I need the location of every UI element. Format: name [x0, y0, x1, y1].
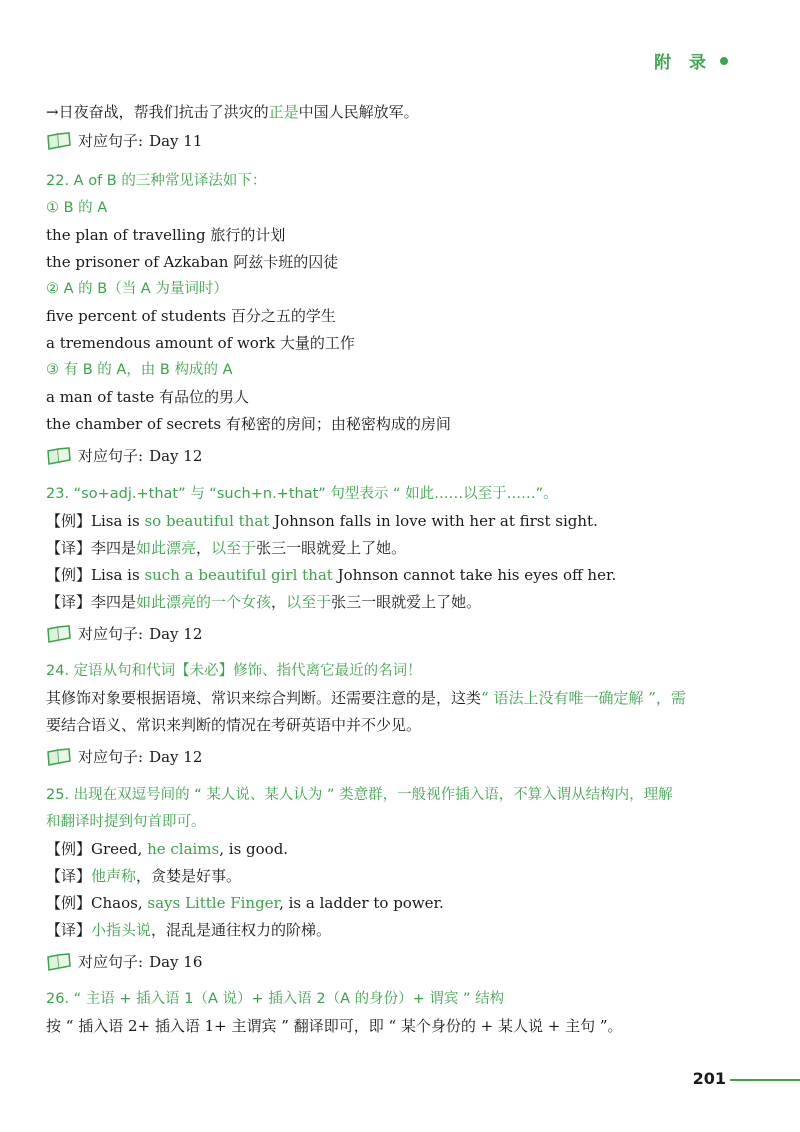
- section-header: [654, 48, 728, 73]
- text-span: Lisa is: [91, 512, 145, 530]
- example-tag: 【例】: [46, 512, 92, 530]
- translation-tag: 【译】: [46, 593, 92, 611]
- text-line: [46, 688, 686, 708]
- example-tag: 【例】: [46, 894, 92, 912]
- reference-line: [46, 131, 202, 151]
- example-line: a man of taste 有品位的男人: [46, 388, 249, 406]
- page-number: 201: [692, 1069, 726, 1088]
- text-span: ，混乱是通往权力的阶梯。: [151, 921, 332, 939]
- reference-label: 对应句子:: [78, 132, 144, 150]
- highlight-span: says Little Finger: [147, 894, 280, 912]
- highlight-span: 正是: [268, 103, 299, 121]
- translation-line: [46, 866, 241, 886]
- text-span: 张三一眼就爱上了她。: [256, 539, 407, 557]
- reference-line: [46, 446, 202, 466]
- text-span: →日夜奋战，帮我们抗击了洪灾的: [46, 103, 269, 121]
- item-heading: 25. 出现在双逗号间的 “ 某人说、某人认为 ” 类意群，一般视作插入语，不算入谓从结构内，理解: [46, 787, 673, 803]
- book-icon: [46, 953, 72, 971]
- reference-day: Day 12: [149, 447, 203, 465]
- text-line: [46, 102, 419, 122]
- translation-tag: 【译】: [46, 921, 92, 939]
- page-number-rule: [730, 1079, 800, 1081]
- highlight-span: 他声称: [91, 867, 137, 885]
- text-span: 李四是: [91, 593, 137, 611]
- text-line: 要结合语义、常识来判断的情况在考研英语中并不少见。: [46, 716, 422, 734]
- item-heading: 24. 定语从句和代词【未必】修饰、指代离它最近的名词！: [46, 663, 422, 679]
- highlight-span: so beautiful that: [144, 512, 270, 530]
- example-line: [46, 893, 444, 913]
- sub-heading: ② A 的 B（当 A 为量词时）: [46, 281, 228, 297]
- example-line: [46, 565, 616, 585]
- text-span: 张三一眼就爱上了她。: [331, 593, 482, 611]
- translation-line: [46, 538, 406, 558]
- item-heading: 26. “ 主语 + 插入语 1（A 说）+ 插入语 2（A 的身份）+ 谓宾 ” 结构: [46, 991, 505, 1007]
- highlight-span: 以至于: [211, 539, 257, 557]
- text-span: Greed,: [91, 840, 148, 858]
- section-title: 附 录: [654, 53, 712, 73]
- sub-heading: ③ 有 B 的 A，由 B 构成的 A: [46, 362, 233, 378]
- text-span: ，: [196, 539, 212, 557]
- translation-line: [46, 592, 481, 612]
- item-heading: 23. “so+adj.+that” 与 “such+n.+that” 句型表示 “ 如此……以至于……”。: [46, 486, 558, 502]
- highlight-span: 小指头说: [91, 921, 152, 939]
- text-span: 其修饰对象要根据语境、常识来综合判断。还需要注意的是，这类: [46, 689, 482, 707]
- text-span: ，贪婪是好事。: [136, 867, 242, 885]
- reference-day: Day 16: [149, 953, 203, 971]
- reference-label: 对应句子:: [78, 953, 144, 971]
- example-line: five percent of students 百分之五的学生: [46, 307, 336, 325]
- translation-tag: 【译】: [46, 539, 92, 557]
- header-dot: [720, 57, 728, 65]
- reference-label: 对应句子:: [78, 748, 144, 766]
- text-span: ，: [271, 593, 287, 611]
- example-line: [46, 839, 288, 859]
- reference-day: Day 12: [149, 625, 203, 643]
- text-span: 中国人民解放军。: [298, 103, 419, 121]
- example-line: [46, 511, 598, 531]
- reference-day: Day 11: [149, 132, 203, 150]
- sub-heading: ① B 的 A: [46, 200, 108, 216]
- highlight-span: 以至于: [286, 593, 332, 611]
- highlight-span: he claims: [147, 840, 220, 858]
- example-tag: 【例】: [46, 840, 92, 858]
- text-line: 按 “ 插入语 2+ 插入语 1+ 主谓宾 ” 翻译即可，即 “ 某个身份的 + 某人说 + 主句 ”。: [46, 1017, 623, 1035]
- translation-line: [46, 920, 331, 940]
- highlight-span: 如此漂亮的一个女孩: [136, 593, 272, 611]
- book-icon: [46, 748, 72, 766]
- translation-tag: 【译】: [46, 867, 92, 885]
- example-tag: 【例】: [46, 566, 92, 584]
- reference-line: [46, 952, 202, 972]
- text-span: , is good.: [219, 840, 289, 858]
- book-icon: [46, 625, 72, 643]
- item-heading: 和翻译时提到句首即可。: [46, 814, 206, 830]
- highlight-span: “ 语法上没有唯一确定解 ”，需: [481, 689, 686, 707]
- text-span: Lisa is: [91, 566, 145, 584]
- book-icon: [46, 447, 72, 465]
- highlight-span: 如此漂亮: [136, 539, 197, 557]
- text-span: Chaos,: [91, 894, 148, 912]
- text-span: Johnson cannot take his eyes off her.: [332, 566, 617, 584]
- example-line: the plan of travelling 旅行的计划: [46, 226, 286, 244]
- reference-label: 对应句子:: [78, 447, 144, 465]
- text-span: Johnson falls in love with her at first sight.: [269, 512, 598, 530]
- book-icon: [46, 132, 72, 150]
- example-line: a tremendous amount of work 大量的工作: [46, 334, 355, 352]
- item-heading: 22. A of B 的三种常见译法如下：: [46, 173, 267, 189]
- highlight-span: such a beautiful girl that: [144, 566, 333, 584]
- text-span: 李四是: [91, 539, 137, 557]
- text-span: , is a ladder to power.: [279, 894, 444, 912]
- example-line: the prisoner of Azkaban 阿兹卡班的囚徒: [46, 253, 339, 271]
- reference-label: 对应句子:: [78, 625, 144, 643]
- example-line: the chamber of secrets 有秘密的房间；由秘密构成的房间: [46, 415, 451, 433]
- reference-line: [46, 747, 202, 767]
- reference-day: Day 12: [149, 748, 203, 766]
- reference-line: [46, 624, 202, 644]
